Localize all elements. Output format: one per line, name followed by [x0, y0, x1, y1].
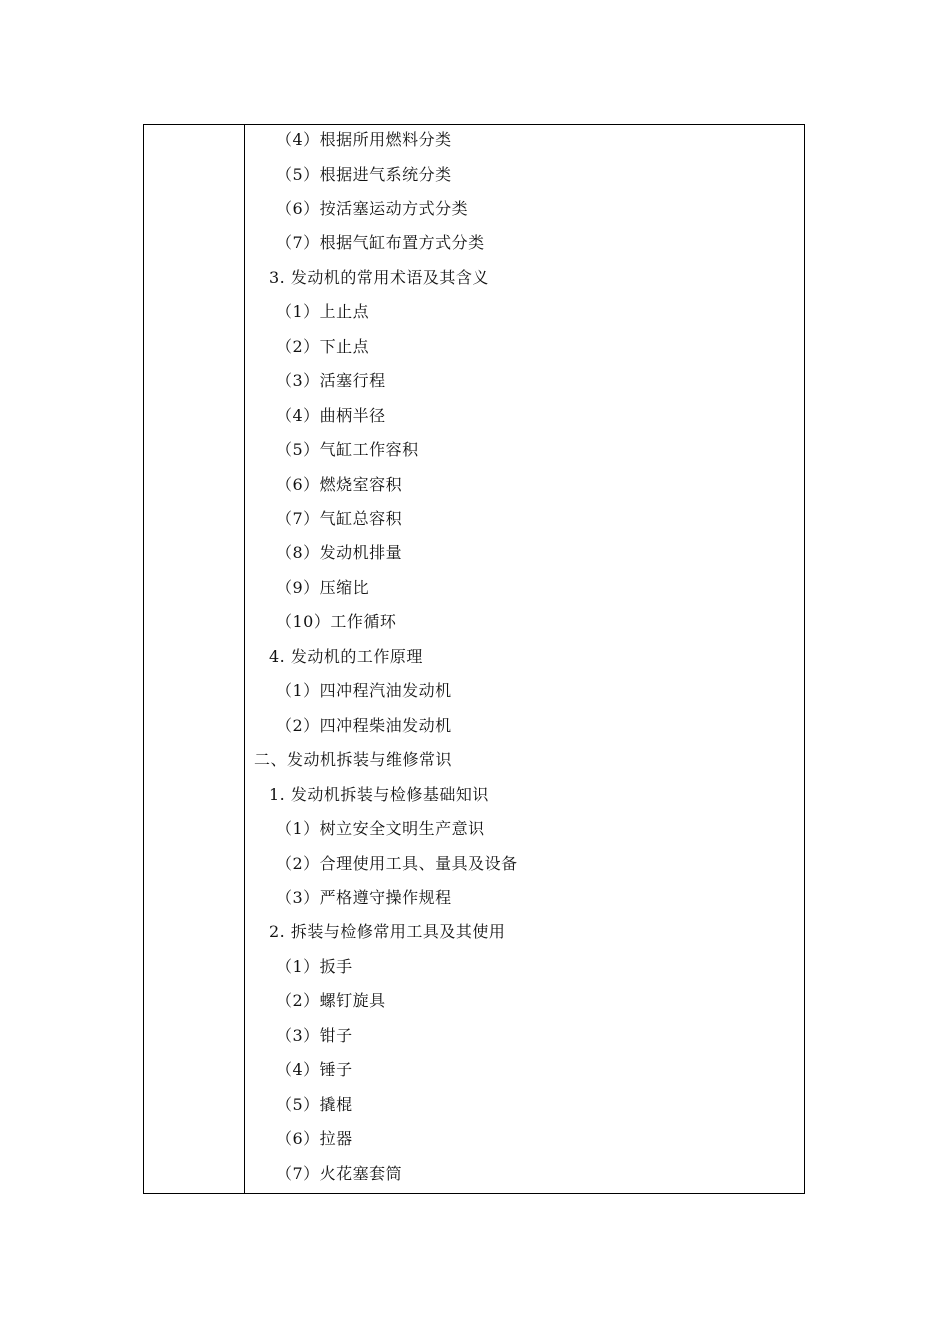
section-heading: 二、发动机拆装与维修常识: [254, 750, 453, 770]
list-item: （5）撬棍: [276, 1094, 353, 1114]
list-item: （10）工作循环: [276, 612, 397, 632]
list-item: （3）钳子: [276, 1025, 353, 1045]
list-item: （2）四冲程柴油发动机: [276, 715, 452, 735]
list-item: （2）螺钉旋具: [276, 991, 386, 1011]
list-item: （3）严格遵守操作规程: [276, 887, 452, 907]
list-item: （2）合理使用工具、量具及设备: [276, 853, 518, 873]
subsection-heading: 3. 发动机的常用术语及其含义: [269, 267, 489, 287]
list-item: （1）扳手: [276, 956, 353, 976]
list-item: （4）锤子: [276, 1060, 353, 1080]
list-item: （5）气缸工作容积: [276, 440, 419, 460]
list-item: （3）活塞行程: [276, 371, 386, 391]
list-item: （7）气缸总容积: [276, 509, 403, 528]
list-item: （4）曲柄半径: [276, 405, 386, 425]
list-item: （1）上止点: [276, 302, 370, 322]
list-item: （6）拉器: [276, 1129, 353, 1149]
list-item: （9）压缩比: [276, 577, 370, 597]
list-item: （4）根据所用燃料分类: [276, 130, 452, 149]
content-cell: [245, 125, 804, 1193]
list-item: （6）按活塞运动方式分类: [276, 198, 469, 218]
subsection-heading: 4. 发动机的工作原理: [269, 646, 423, 666]
subsection-heading: 2. 拆装与检修常用工具及其使用: [269, 922, 506, 942]
list-item: （5）根据进气系统分类: [276, 164, 452, 184]
list-item: （1）四冲程汽油发动机: [276, 681, 452, 701]
list-item: （8）发动机排量: [276, 543, 403, 563]
subsection-heading: 1. 发动机拆装与检修基础知识: [269, 784, 489, 804]
outline-table: [143, 124, 805, 1194]
list-item: （7）根据气缸布置方式分类: [276, 233, 485, 253]
list-item: （7）火花塞套筒: [276, 1163, 403, 1183]
list-item: （1）树立安全文明生产意识: [276, 819, 485, 838]
list-item: （2）下止点: [276, 336, 370, 356]
list-item: （6）燃烧室容积: [276, 474, 403, 494]
